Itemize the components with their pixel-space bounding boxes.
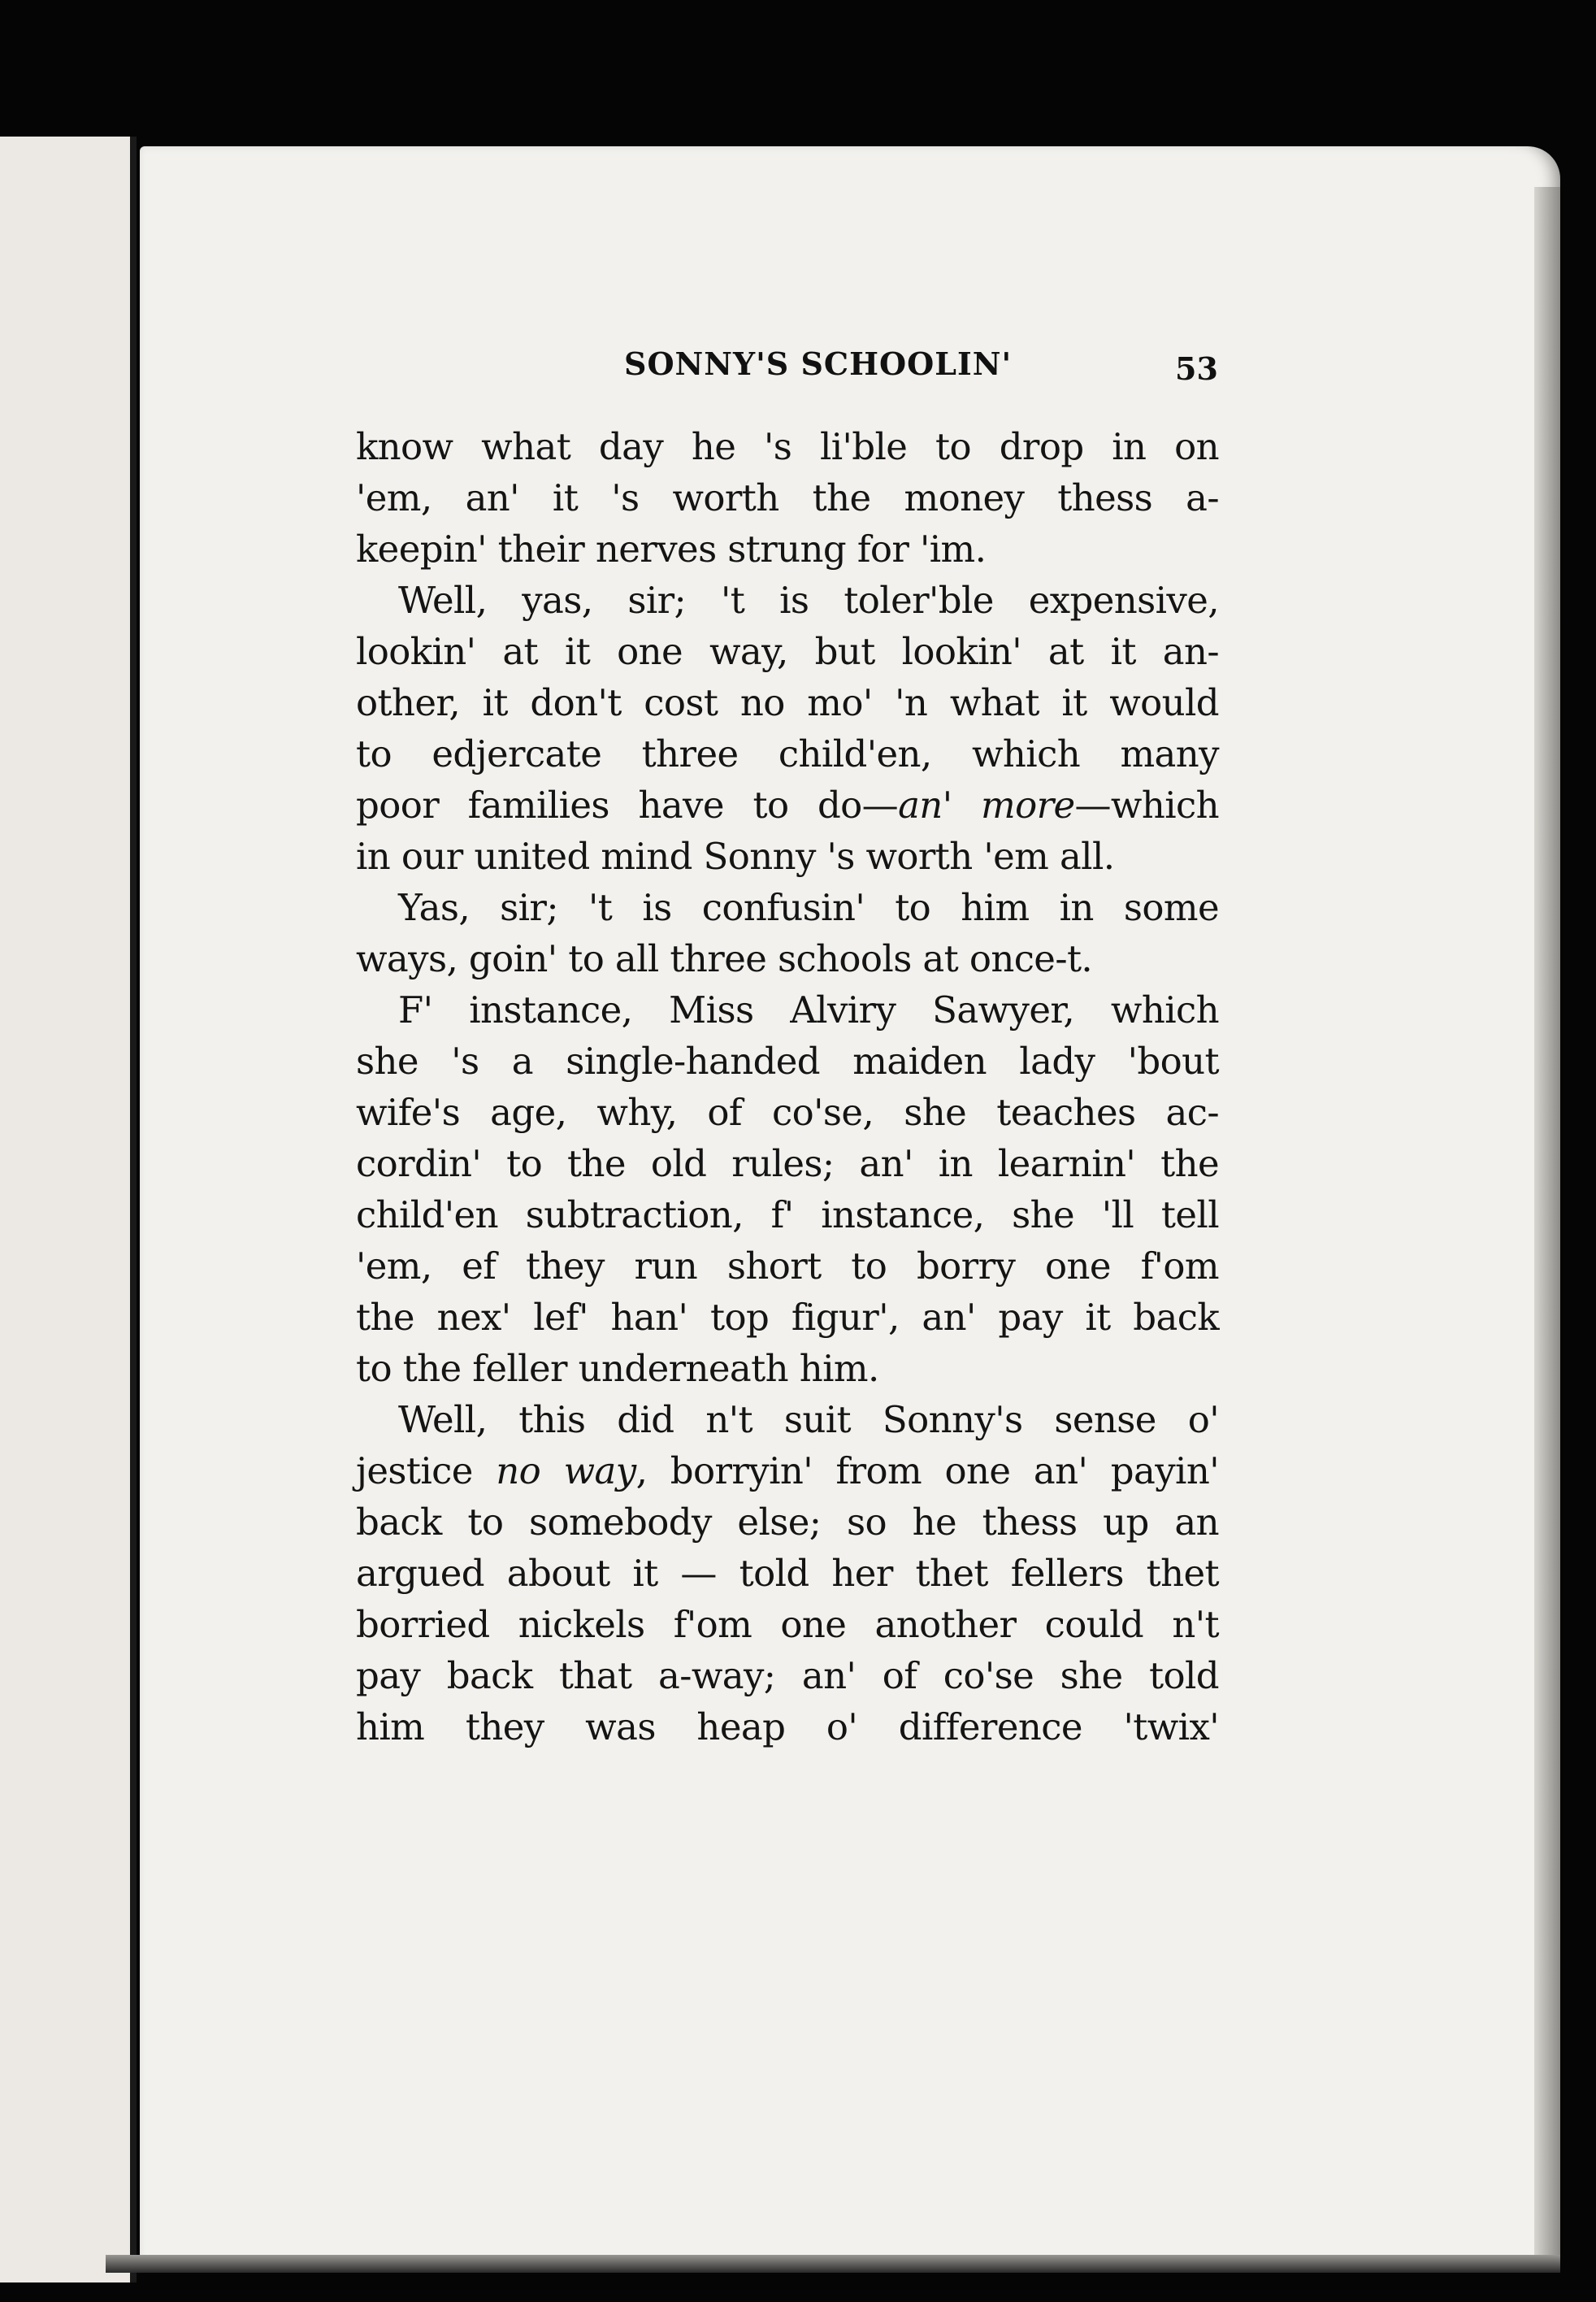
text-line: wife's age, why, of co'se, she teaches ac- [356,1091,1219,1134]
text-line: lookin' at it one way, but lookin' at it an- [356,630,1219,673]
body-text [356,421,1219,1753]
text-line: ways, goin' to all three schools at once-t. [356,937,1093,980]
text-line: to the feller underneath him. [356,1347,879,1390]
text-line: the nex' lef' han' top figur', an' pay it back [356,1296,1219,1339]
text-line: other, it don't cost no mo' 'n what it would [356,681,1219,724]
text-line: Yas, sir; 't is confusin' to him in some [398,886,1219,929]
text-line: in our united mind Sonny 's worth 'em all. [356,835,1115,878]
text-line: she 's a single-handed maiden lady 'bout [356,1040,1219,1083]
text-line: know what day he 's li'ble to drop in on [356,425,1219,468]
facing-page-edge [0,137,137,2282]
text-line: to edjercate three child'en, which many [356,732,1219,775]
text-line: Well, this did n't suit Sonny's sense o' [398,1398,1219,1441]
page-fore-edge [1534,187,1560,2268]
text-line: 'em, ef they run short to borry one f'om [356,1244,1219,1288]
text-line: him they was heap o' difference 'twix' [356,1705,1219,1748]
text-line: back to somebody else; so he thess up an [356,1501,1219,1544]
text-line: jestice no way, borryin' from one an' payin' [356,1449,1219,1492]
page-bottom-edge [106,2255,1560,2273]
text-line: argued about it — told her thet fellers thet [356,1552,1219,1595]
text-line: F' instance, Miss Alviry Sawyer, which [398,988,1219,1032]
page-header [140,345,1560,394]
text-line: child'en subtraction, f' instance, she 'll tell [356,1193,1219,1236]
text-line: 'em, an' it 's worth the money thess a- [356,476,1219,519]
text-line: borried nickels f'om one another could n't [356,1603,1219,1646]
gutter-shadow [130,137,137,2282]
text-line: Well, yas, sir; 't is toler'ble expensive, [398,579,1219,622]
page-number: 53 [1175,350,1218,387]
running-head: SONNY'S SCHOOLIN' [624,345,1013,382]
text-line: cordin' to the old rules; an' in learnin' the [356,1142,1219,1185]
text-line: poor families have to do—an' more—which [356,784,1219,827]
text-line: keepin' their nerves strung for 'im. [356,528,987,571]
text-line: pay back that a-way; an' of co'se she told [356,1654,1219,1697]
